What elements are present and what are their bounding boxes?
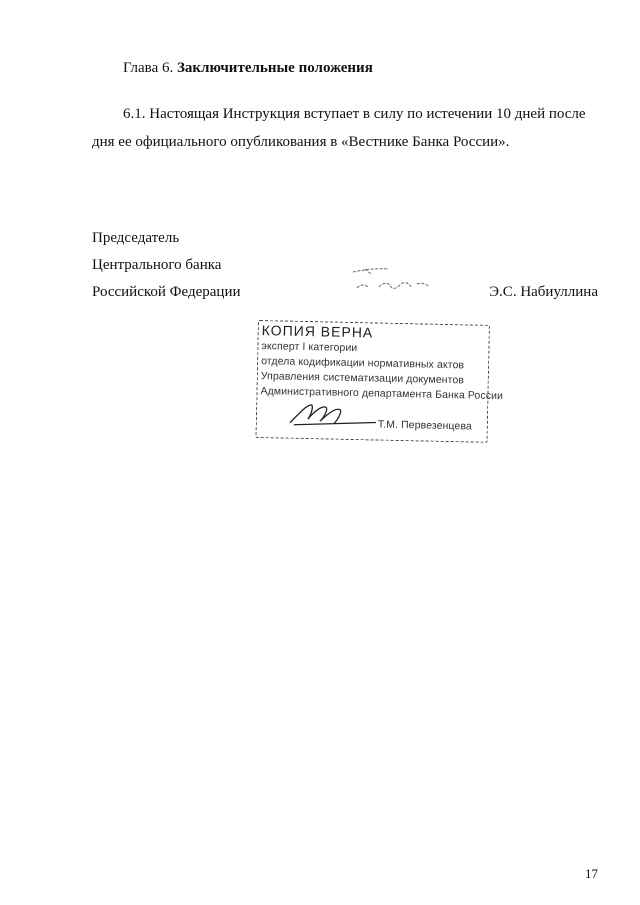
stamp-signature bbox=[284, 397, 380, 433]
stamp-title: КОПИЯ ВЕРНА bbox=[261, 322, 374, 341]
copy-certification-stamp bbox=[256, 320, 504, 443]
paragraph-line-2: дня ее официального опубликования в «Вестнике Банка России». bbox=[92, 134, 510, 150]
chapter-heading bbox=[123, 60, 373, 77]
stamp-line-1: эксперт I категории bbox=[261, 340, 358, 355]
paragraph-line-1: 6.1. Настоящая Инструкция вступает в силу по истечении 10 дней после bbox=[123, 106, 586, 122]
signer-position-line-3: Российской Федерации bbox=[92, 284, 241, 300]
signer-position-line-2: Центрального банка bbox=[92, 257, 222, 273]
page-number: 17 bbox=[585, 866, 598, 881]
stamp-name: Т.М. Первезенцева bbox=[377, 418, 473, 433]
stamp-line-2: отдела кодификации нормативных актов bbox=[261, 355, 465, 372]
signer-name: Э.С. Набиуллина bbox=[489, 284, 598, 300]
signer-position-line-1: Председатель bbox=[92, 230, 180, 246]
chapter-number: Глава 6. bbox=[123, 60, 174, 76]
handwritten-signature bbox=[345, 262, 435, 298]
chapter-title: Заключительные положения bbox=[176, 60, 373, 76]
stamp-line-4: Административного департамента Банка России bbox=[260, 385, 504, 403]
stamp-line-3: Управления систематизации документов bbox=[260, 370, 465, 387]
